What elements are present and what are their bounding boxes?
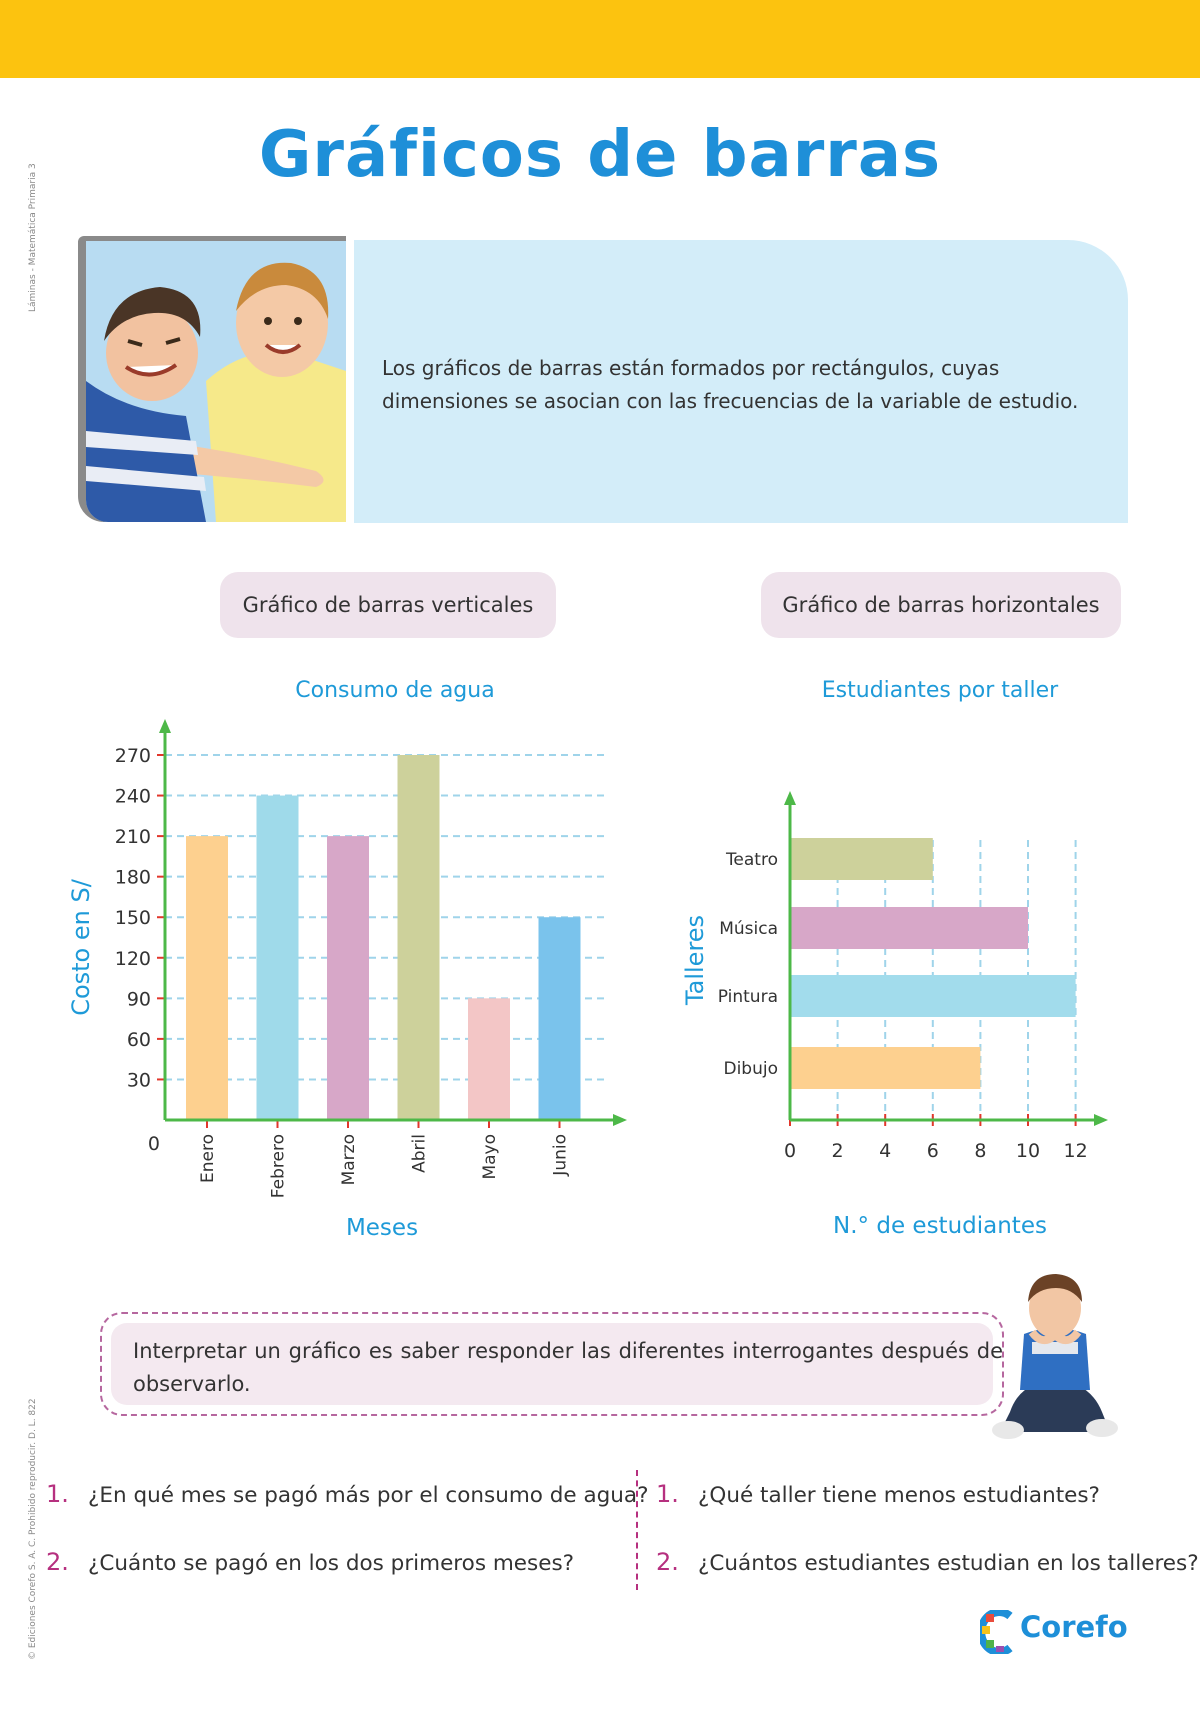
y-tick-label: 120 xyxy=(114,947,151,970)
corefo-logo-icon xyxy=(980,1610,1016,1654)
x-axis-title: N.° de estudiantes xyxy=(833,1213,1047,1239)
question-left-1 xyxy=(46,1480,649,1508)
question-number: 2. xyxy=(656,1548,679,1576)
x-tick-label: 12 xyxy=(1063,1140,1088,1162)
y-axis-arrow xyxy=(784,791,796,805)
x-axis-arrow xyxy=(1094,1114,1108,1126)
x-tick-label: 10 xyxy=(1015,1140,1041,1162)
y-tick-label: 180 xyxy=(114,866,151,889)
question-text: ¿Cuántos estudiantes estudian en los talleres? xyxy=(698,1551,1199,1576)
x-tick-label: 4 xyxy=(879,1140,892,1162)
x-tick-label: Mayo xyxy=(480,1134,500,1180)
question-number: 1. xyxy=(46,1480,69,1508)
note-box xyxy=(100,1312,1004,1416)
page-title: Gráficos de barras xyxy=(258,118,942,192)
x-tick-label: 6 xyxy=(926,1140,939,1162)
question-right-1 xyxy=(656,1480,1100,1508)
y-tick-label: Teatro xyxy=(725,850,778,870)
y-tick-label: 270 xyxy=(114,745,151,767)
bar-febrero xyxy=(257,796,299,1120)
question-text: ¿Qué taller tiene menos estudiantes? xyxy=(698,1483,1100,1508)
x-tick-label: Abril xyxy=(409,1134,430,1173)
questions-divider xyxy=(636,1470,638,1590)
x-axis-title: Meses xyxy=(345,1215,419,1241)
vertical-chart-title: Consumo de agua xyxy=(295,678,495,703)
y-tick-label: 210 xyxy=(114,826,151,849)
horizontal-chart-label: Gráfico de barras horizontales xyxy=(761,572,1121,638)
bar-musica xyxy=(790,907,1028,949)
question-text: ¿En qué mes se pagó más por el consumo de agua? xyxy=(88,1483,649,1508)
y-tick-label: Dibujo xyxy=(723,1059,778,1079)
horizontal-chart-title: Estudiantes por taller xyxy=(821,678,1059,703)
x-tick-label: Febrero xyxy=(268,1134,289,1199)
sitting-boy-illustration xyxy=(980,1262,1130,1442)
y-axis-arrow xyxy=(159,719,171,733)
y-tick-label: 150 xyxy=(114,907,151,930)
bar-teatro xyxy=(790,838,933,880)
y-axis-title: Costo en S/ xyxy=(67,879,95,1016)
question-left-2 xyxy=(46,1548,574,1576)
x-axis-arrow xyxy=(613,1114,627,1126)
bar-abril xyxy=(398,755,440,1120)
vertical-chart-label: Gráfico de barras verticales xyxy=(220,572,556,638)
x-tick-label: Enero xyxy=(198,1134,218,1183)
kids-photo xyxy=(78,236,346,522)
kids-illustration xyxy=(86,241,346,522)
corefo-logo-text: Corefo xyxy=(1020,1610,1128,1644)
x-tick-label: 2 xyxy=(831,1140,844,1162)
corefo-logo xyxy=(980,1608,1130,1658)
horizontal-bar-chart xyxy=(670,785,1120,1250)
x-tick-label: 0 xyxy=(783,1140,797,1162)
bar-pintura xyxy=(790,975,1076,1017)
note-text: Interpretar un gráfico es saber responder las diferentes interrogantes después de observarlo. xyxy=(133,1339,1003,1396)
vertical-bar-chart xyxy=(60,715,640,1250)
bar-dibujo xyxy=(790,1047,980,1089)
question-number: 2. xyxy=(46,1548,69,1576)
bar-marzo xyxy=(327,836,369,1120)
x-tick-label: Junio xyxy=(550,1134,571,1176)
y-tick-label: 90 xyxy=(126,988,151,1011)
y-tick-label: 30 xyxy=(126,1069,151,1092)
bar-enero xyxy=(186,836,228,1120)
intro-panel xyxy=(354,240,1128,523)
bar-junio xyxy=(539,917,581,1120)
y-tick-label: Pintura xyxy=(717,987,778,1007)
side-label-top: Láminas - Matemática Primaria 3 xyxy=(28,163,38,312)
side-label-copyright: © Ediciones Corefo S. A. C. Prohibido reproducir. D. L. 822 xyxy=(28,1398,38,1660)
bar-mayo xyxy=(468,998,510,1120)
question-right-2 xyxy=(656,1548,1199,1576)
question-text: ¿Cuánto se pagó en los dos primeros meses? xyxy=(88,1551,575,1576)
x-tick-label: Marzo xyxy=(339,1134,359,1186)
top-color-band xyxy=(0,0,1200,78)
x-tick-label: 8 xyxy=(974,1140,987,1162)
y-tick-label: Música xyxy=(719,919,778,939)
question-number: 1. xyxy=(656,1480,679,1508)
y-tick-label: 240 xyxy=(114,785,151,808)
intro-text: Los gráficos de barras están formados por rectángulos, cuyas dimensiones se asocian con las frecuencias de la variable de estudio. xyxy=(382,356,1079,413)
y-tick-label: 60 xyxy=(126,1028,151,1051)
y-axis-title: Talleres xyxy=(681,914,709,1006)
origin-label: 0 xyxy=(147,1133,160,1155)
